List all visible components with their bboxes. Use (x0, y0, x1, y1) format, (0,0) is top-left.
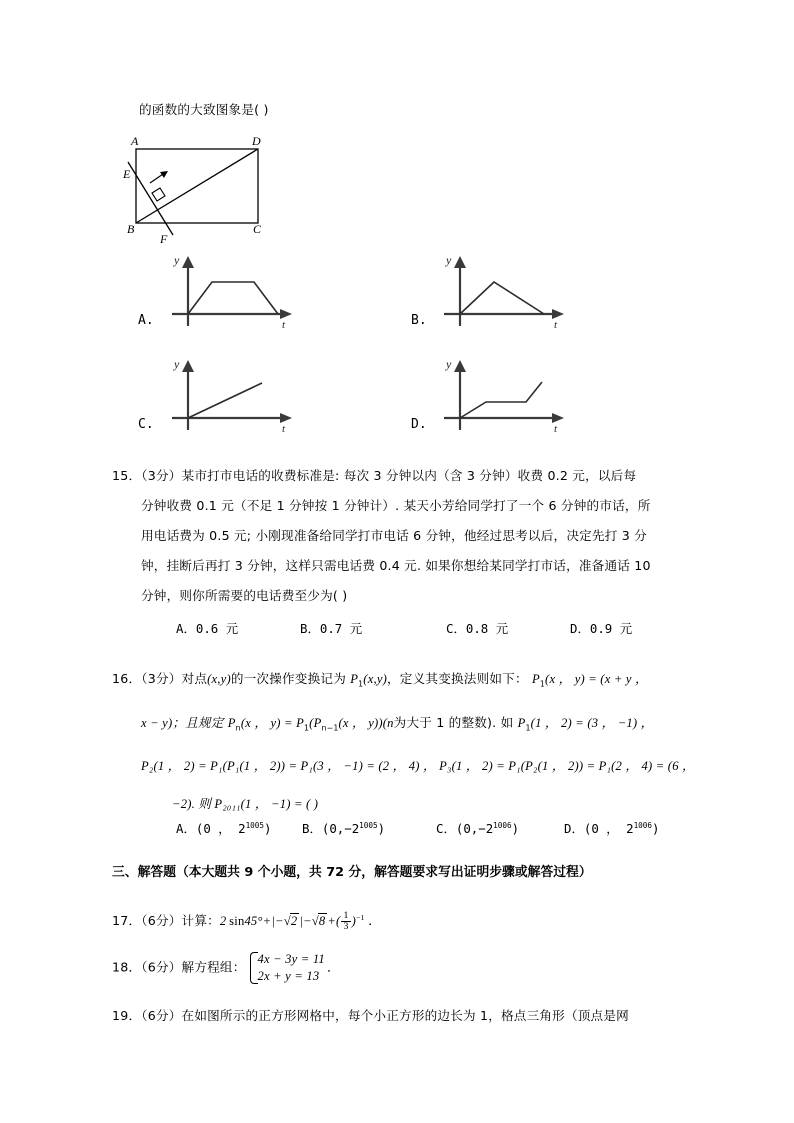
graph-option-b-label: B. (411, 313, 427, 328)
q15-option-c[interactable] (446, 619, 508, 637)
q18-line: 18．（6分）解方程组： 4x − 3y = 11 2x + y = 13 ． (112, 952, 340, 983)
q16-option-a[interactable]: A．(0 ， $2^{1005}$) (176, 820, 272, 836)
q16-line-3: P₂(1 ， 2) = P₁(P₁(1 ， 2)) = P₁(3 ， −1) = (2 ， 4) ， P₃(1 ， 2) = P₁(P₂(1 ， 2)) = P₁(2 ， 4) = (6 ， (141, 759, 695, 774)
q16-l1-g: P (531, 672, 540, 686)
q16-option-c-key: C． (436, 821, 456, 836)
q16-l2-sub1: 1 (304, 723, 310, 733)
q15-line-1: 15．（3分）某市打市电话的收费标准是: 每次 3 分钟以内（含 3 分钟）收费 0.2 元，以后每 (112, 468, 637, 483)
rectangle-abcd-diagram (110, 132, 310, 247)
rectangle-abcd-svg (110, 132, 310, 247)
q15-number: 15 (112, 468, 129, 483)
q16-option-d[interactable]: D．(0 ， $2^{1006}$) (564, 820, 660, 836)
q16-l1-a: 对点 (181, 671, 208, 686)
svg-text:t: t (282, 319, 286, 331)
q16-l2-b: P (227, 715, 236, 730)
svg-text:D: D (252, 134, 261, 148)
graph-option-d-label: D. (411, 417, 427, 432)
svg-text:F: F (160, 232, 168, 246)
q16-option-b-exp: 1005 (359, 820, 378, 830)
q15-option-d-key: D． (570, 621, 590, 636)
q16-l1-sub: 1 (358, 679, 364, 689)
question-19 (112, 1007, 690, 1025)
q16-line-4: −2). 则 P₂₀₁₁(1 ， −1) = ( ) (172, 797, 319, 812)
q19-number: 19 (112, 1008, 129, 1023)
q16-l1-b: (x,y) (207, 672, 231, 686)
q16-points: （3分） (141, 671, 182, 686)
question-15 (112, 461, 690, 611)
svg-text:C: C (253, 222, 262, 236)
q16-option-b[interactable]: B．$(0,-2^{1005})$ (302, 820, 386, 836)
svg-text:t: t (554, 423, 558, 435)
q16-line-1: 16．（3分）对点(x,y)的一次操作变换记为 $P_1(x,y)$，定义其变换法则如下： $P_1(x$ ， y) = (x + y ， (112, 671, 648, 689)
q15-option-c-value: 0.8 元 (465, 621, 509, 636)
q15-line-3: 用电话费为 0.5 元; 小刚现准备给同学打市电话 6 分钟，他经过思考以后，决定先打 3 分 (141, 528, 647, 543)
svg-text:E: E (123, 167, 131, 181)
q16-l2-subn1: n−1 (321, 723, 339, 733)
q18-number: 18 (112, 959, 129, 975)
q16-l2-i: (1 ， 2) = (3 ， −1) ， (530, 715, 654, 730)
q16-option-b-key: B． (302, 821, 322, 836)
q15-option-c-key: C． (446, 621, 466, 636)
q16-l1-f: ，定义其变换法则如下： (387, 671, 528, 686)
svg-text:B: B (127, 222, 135, 236)
q16-option-a-key: A． (176, 821, 196, 836)
q16-l1-c: 的一次操作变换记为 (230, 671, 346, 686)
q18-trailing: ． (326, 959, 340, 975)
q16-option-d-exp: 1006 (633, 820, 653, 830)
svg-text:t: t (554, 319, 558, 331)
q15-option-b-key: B． (300, 621, 320, 636)
q16-l2-a: x − y)；且规定 (141, 715, 224, 730)
q18-points: （6分） (141, 959, 182, 975)
q19-text: 在如图所示的正方形网格中，每个小正方形的边长为 1，格点三角形（顶点是网 (181, 1008, 629, 1023)
q15-text-1: 某市打市电话的收费标准是: 每次 3 分钟以内（含 3 分钟）收费 0.2 元，以后每 (181, 468, 637, 483)
q18-equation-system (248, 951, 325, 985)
q17-line: 17．（6分）计算：2 sin45°+|−√2 |−√8 +( $\frac{1}{3}$ )$^{-1}$ ． (112, 910, 381, 933)
question-stem-line: 的函数的大致图象是( ) (139, 102, 269, 117)
graph-option-a (160, 246, 308, 337)
q19-line: 19．（6分）在如图所示的正方形网格中，每个小正方形的边长为 1，格点三角形（顶点是网 (112, 1008, 629, 1023)
q16-l2-e: (P (309, 715, 322, 730)
q17-number: 17 (112, 912, 129, 928)
q15-line-4: 钟，挂断后再打 3 分钟，这样只需电话费 0.4 元. 如果你想给某同学打市话，准备通话 10 (141, 558, 651, 573)
q15-option-a[interactable] (176, 619, 238, 637)
q15-line-2: 分钟收费 0.1 元（不足 1 分钟按 1 分钟计）. 某天小芳给同学打了一个 6 分钟的市话，所 (141, 498, 651, 513)
q16-l2-h: P (517, 715, 526, 730)
q16-l1-sub2: 1 (539, 679, 546, 689)
section-3-heading: 三、解答题（本大题共 9 个小题，共 72 分，解答题要求写出证明步骤或解答过程） (112, 865, 592, 880)
q16-l2-d: P (296, 715, 304, 730)
q16-l1-d: P (350, 672, 359, 686)
graph-option-d (432, 350, 580, 441)
q16-option-c[interactable]: C．$(0,-2^{1006})$ (436, 820, 520, 836)
q16-l2-sub1b: 1 (525, 723, 531, 733)
svg-text:y: y (446, 357, 452, 371)
q15-line-5: 分钟，则你所需要的电话费至少为( ) (141, 588, 348, 603)
question-17 (112, 911, 690, 933)
svg-text:t: t (282, 423, 286, 435)
q16-l2-f: (x ， y))(n (338, 715, 394, 730)
q16-l1-e: (x,y) (363, 672, 388, 686)
q18-label: 解方程组： (181, 959, 246, 975)
question-16 (112, 660, 695, 823)
q16-l1-h: (x ， y) = (x + y ， (545, 672, 648, 686)
q15-option-d-value: 0.9 元 (589, 621, 633, 636)
q16-option-c-exp: 1006 (493, 820, 512, 830)
q17-points: （6分） (141, 912, 182, 928)
graph-option-b (432, 246, 580, 337)
q16-l2-c: (x ， y) = (240, 715, 297, 730)
svg-text:y: y (174, 357, 180, 371)
question-18 (112, 951, 690, 985)
q15-points: （3分） (141, 468, 182, 483)
graph-option-c-label: C. (138, 417, 154, 432)
q19-points: （6分） (141, 1008, 182, 1023)
q15-option-b-value: 0.7 元 (319, 621, 363, 636)
svg-text:y: y (174, 253, 180, 267)
q18-equation-2: 2x + y = 13 (257, 969, 320, 983)
q17-label: 计算： (181, 912, 220, 928)
svg-text:y: y (446, 253, 452, 267)
svg-text:A: A (131, 134, 139, 148)
q16-option-a-exp: 1005 (245, 820, 265, 830)
q16-number: 16 (112, 671, 129, 686)
q16-line-2 (112, 704, 690, 748)
q16-option-d-key: D． (564, 821, 584, 836)
q16-l2-subn: n (235, 723, 241, 733)
q15-option-d[interactable] (570, 619, 632, 637)
q15-option-a-key: A． (176, 621, 196, 636)
q18-equation-1: 4x − 3y = 11 (257, 952, 325, 966)
q15-option-b[interactable] (300, 619, 362, 637)
q17-expression: 2 sin45°+|−√2 |−√8 +( $\frac{1}{3}$ )$^{-1}$ ． (219, 910, 381, 933)
graph-option-c (160, 350, 308, 441)
q15-option-a-value: 0.6 元 (195, 621, 239, 636)
q16-l2-g: 为大于 1 的整数). 如 (393, 714, 514, 730)
graph-option-a-label: A. (138, 313, 154, 328)
